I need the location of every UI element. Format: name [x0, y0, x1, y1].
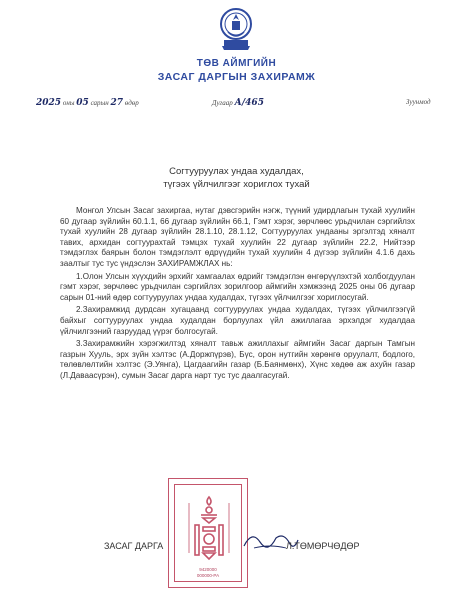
- date-month-suffix: сарын: [90, 99, 109, 107]
- date-day: 27: [110, 98, 123, 108]
- signatory-name: Л.ТӨМӨРЧӨДӨР: [286, 541, 360, 551]
- body-paragraph-preamble: Монгол Улсын Засаг захиргаа, нутаг дэвсгэрийн нэгж, түүний удирдлагын тухай хуулийн 60 дугаар зүйлийн 60.1.1, 66 дугаар зүйлийн 66.1, Гэмт хэрэг, зөрчлөөс урьдчилан сэргийлэх тухай хуулийн 28 дугаар зүйлийн 28.1.10, 28.1.12, Согтууруулах ундааны эргэлтэд хяналт тавих, архидан согтуурахтай тэмцэх тухай хуулийн 22 дугаар зүйлийн 22.2, Нийтээр тэмдэглэх баярын болон тэмдэглэлт өдрүүдийн тухай хуулийн 4 дүгээр зүйлийн 4.1.6 дахь заалтыг тус тус үндэслэн ЗАХИРАМЖЛАХ нь:: [60, 206, 415, 268]
- date-year: 2025: [36, 98, 62, 108]
- stamp-code-2: 000000-РА: [196, 573, 220, 578]
- stamp-code-1: 9420000: [199, 567, 217, 572]
- signatory-position: ЗАСАГ ДАРГА: [104, 541, 164, 551]
- soyombo-emblem-icon: [187, 493, 231, 563]
- body-paragraph-3: 3.Захирамжийн хэрэгжилтэд хяналт тавьж ажиллахыг аймгийн Засаг даргын Тамгын газрын Хууль, эрх зүйн хэлтэс (А.Доржпүрэв), Бүс, орон нутгийн хөрөнгө оруулалт, бодлого, төлөвлөлтийн хэлтэс (Э.Уянга), Цагдаагийн газар (Б.Баянмөнх), Хүнс хөдөө аж ахуйн газар (Л.Даваасүрэн), сумын Засаг дарга нарт тус тус даалгасугай.: [60, 339, 415, 380]
- decree-title-line1: Согтууруулах ундаа худалдах,: [169, 166, 304, 177]
- decree-number: [212, 98, 264, 108]
- state-emblem-icon: [218, 6, 254, 52]
- official-stamp: [168, 478, 248, 588]
- org-name-line2: ЗАСАГ ДАРГЫН ЗАХИРАМЖ: [157, 71, 316, 83]
- body-paragraph-1: 1.Олон Улсын хүүхдийн эрхийг хамгаалах өдрийг тэмдэглэн өнгөрүүлэхтэй холбогдуулан гэмт хэрэг, зөрчлөөс урьдчилан сэргийлэх зорилгоор аймгийн хэмжээнд 2025 оны 06 дугаар сарын 01-ний өдөр согтууруулах ундаа худалдах, түгээх үйлчилгээг хориглосугай.: [60, 271, 415, 302]
- decree-title-line2: түгээх үйлчилгээг хориглох тухай: [163, 179, 310, 190]
- date-day-suffix: өдөр: [124, 99, 139, 107]
- date-year-suffix: оны: [62, 99, 75, 107]
- body-paragraph-2: 2.Захирамжид дурдсан хугацаанд согтууруулах ундаа худалдах, түгээх үйлчилгээгүй байхыг согтууруулах ундаа худалдан борлуулах үйл ажиллагаа эрхэлдэг худалдаа үйлчилгээний газруудад үүрэг болгосугай.: [60, 305, 415, 336]
- place: Зуунмод: [406, 98, 431, 106]
- number-label: Дугаар: [212, 99, 233, 107]
- number-value: А/465: [234, 98, 264, 108]
- org-name-line1: ТӨВ АЙМГИЙН: [196, 58, 277, 69]
- date-month: 05: [76, 98, 89, 108]
- date-line: [36, 98, 139, 108]
- decree-body: [60, 206, 415, 384]
